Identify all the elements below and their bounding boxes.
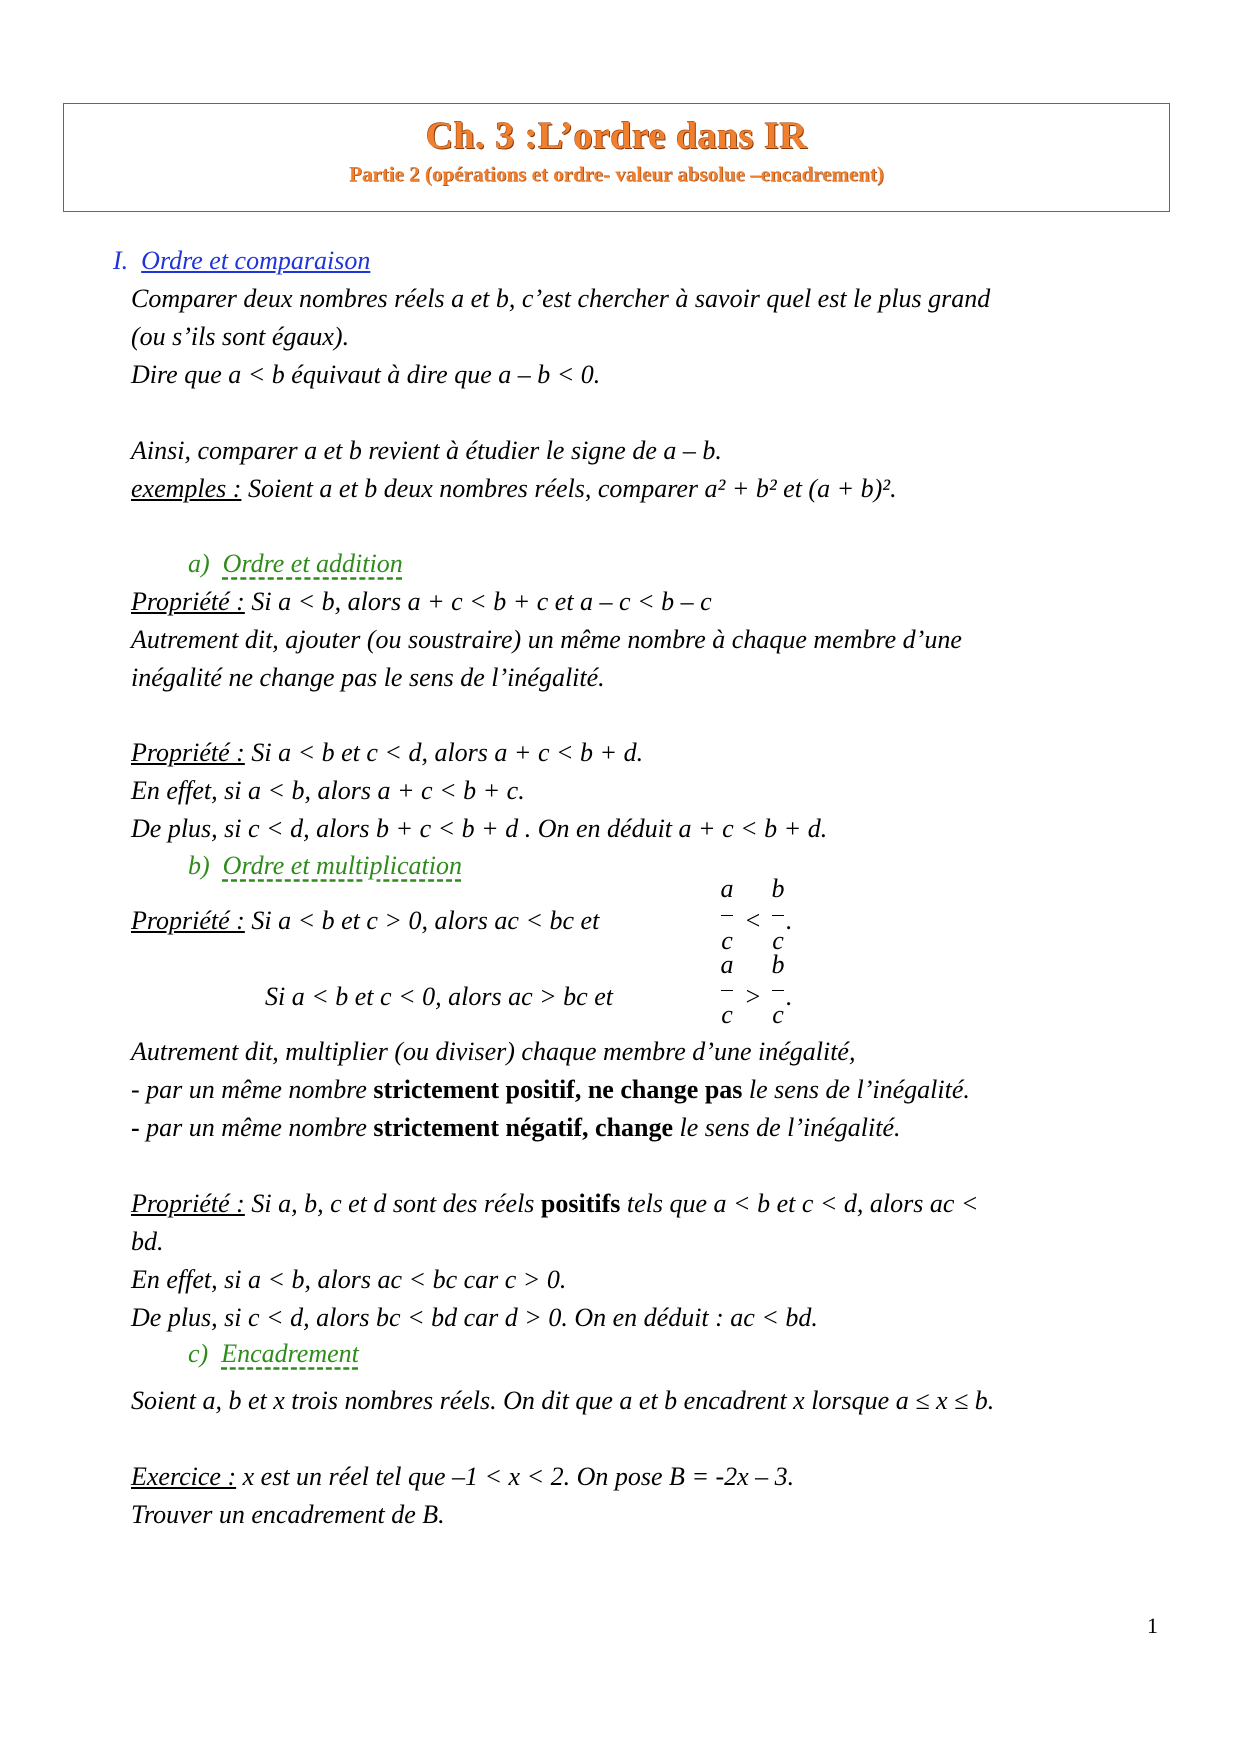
section-title: Ordre et comparaison <box>141 246 371 275</box>
page-title: Ch. 3 :L’ordre dans IR <box>425 115 808 157</box>
paragraph: Comparer deux nombres réels a et b, c’est chercher à savoir quel est le plus grand <box>131 284 991 313</box>
fraction-numerator: b <box>771 874 785 903</box>
title-box <box>63 103 1170 212</box>
property-text: Si a < b et c < 0, alors ac > bc et <box>265 982 613 1011</box>
paragraph: Autrement dit, multiplier (ou diviser) chaque membre d’une inégalité, <box>131 1037 856 1066</box>
page-subtitle: Partie 2 (opérations et ordre- valeur absolue –encadrement) <box>349 162 884 186</box>
paragraph: Soient a, b et x trois nombres réels. On dit que a et b encadrent x lorsque a ≤ x ≤ b. <box>131 1386 995 1415</box>
property-label: Propriété : <box>131 906 245 935</box>
paragraph: Trouver un encadrement de B. <box>131 1500 445 1529</box>
example-label: exemples : <box>131 474 242 503</box>
paragraph: inégalité ne change pas le sens de l’inégalité. <box>131 663 605 692</box>
fraction-bar <box>772 915 784 916</box>
period: . <box>786 982 793 1011</box>
exercise-text: x est un réel tel que –1 < x < 2. On pose B = -2x – 3. <box>236 1462 795 1491</box>
fraction-bar <box>721 915 733 916</box>
subsection-title: Ordre et addition <box>222 549 403 578</box>
paragraph: En effet, si a < b, alors ac < bc car c > 0. <box>131 1265 567 1294</box>
fraction-numerator: a <box>720 950 734 979</box>
property-text: Si a < b et c > 0, alors ac < bc et <box>244 906 600 935</box>
exercise-label: Exercice : <box>131 1462 237 1491</box>
list-emphasis: strictement positif, ne change pas <box>373 1075 743 1104</box>
property-text: tels que a < b et c < d, alors ac < <box>620 1189 979 1218</box>
subsection-heading-c <box>188 1338 359 1370</box>
property-text: Si a < b et c < d, alors a + c < b + d. <box>244 738 644 767</box>
fraction-denominator: c <box>721 1000 733 1029</box>
list-text: le sens de l’inégalité. <box>673 1113 901 1142</box>
property-label: Propriété : <box>131 1189 245 1218</box>
fraction-bar <box>721 990 733 991</box>
paragraph: Ainsi, comparer a et b revient à étudier le signe de a – b. <box>131 436 722 465</box>
paragraph: De plus, si c < d, alors bc < bd car d > 0. On en déduit : ac < bd. <box>131 1303 818 1332</box>
section-heading-1 <box>113 245 370 277</box>
period: . <box>786 906 793 935</box>
paragraph: Autrement dit, ajouter (ou soustraire) un même nombre à chaque membre d’une <box>131 625 962 654</box>
subsection-letter: b) <box>188 851 210 880</box>
paragraph: (ou s’ils sont égaux). <box>131 322 350 351</box>
list-dash: - <box>131 1113 140 1142</box>
property-emphasis: positifs <box>540 1189 621 1218</box>
subsection-title: Ordre et multiplication <box>222 851 462 880</box>
list-text: le sens de l’inégalité. <box>742 1075 970 1104</box>
inequality-sign: > <box>744 982 762 1011</box>
example-text: Soient a et b deux nombres réels, comparer a² + b² et (a + b)². <box>241 474 897 503</box>
example-line <box>131 473 897 505</box>
property-line <box>131 586 712 618</box>
paragraph: De plus, si c < d, alors b + c < b + d . On en déduit a + c < b + d. <box>131 814 828 843</box>
fraction-numerator: a <box>720 874 734 903</box>
property-line <box>131 737 643 769</box>
section-number: I. <box>113 246 129 275</box>
paragraph: Dire que a < b équivaut à dire que a – b < 0. <box>131 360 601 389</box>
subsection-heading-b <box>188 850 462 882</box>
subsection-heading-a <box>188 548 403 580</box>
property-line <box>131 905 599 937</box>
property-text: Si a < b, alors a + c < b + c et a – c < b – c <box>244 587 712 616</box>
list-text: par un même nombre <box>139 1075 374 1104</box>
property-label: Propriété : <box>131 587 245 616</box>
page-number: 1 <box>1147 1613 1158 1638</box>
fraction-numerator: b <box>771 950 785 979</box>
property-line <box>131 1188 978 1220</box>
paragraph: En effet, si a < b, alors a + c < b + c. <box>131 776 525 805</box>
subsection-title: Encadrement <box>221 1339 359 1368</box>
list-text: par un même nombre <box>139 1113 374 1142</box>
list-emphasis: strictement négatif, change <box>373 1113 674 1142</box>
fraction-denominator: c <box>721 926 733 955</box>
inequality-sign: < <box>744 906 762 935</box>
list-item <box>131 1074 970 1106</box>
subsection-letter: c) <box>188 1339 209 1368</box>
subsection-letter: a) <box>188 549 210 578</box>
list-dash: - <box>131 1075 140 1104</box>
fraction-denominator: c <box>772 926 784 955</box>
list-item <box>131 1112 900 1144</box>
paragraph: bd. <box>131 1227 164 1256</box>
fraction-denominator: c <box>772 1000 784 1029</box>
fraction-bar <box>772 990 784 991</box>
property-label: Propriété : <box>131 738 245 767</box>
property-text: Si a, b, c et d sont des réels <box>244 1189 541 1218</box>
exercise-line <box>131 1461 794 1493</box>
